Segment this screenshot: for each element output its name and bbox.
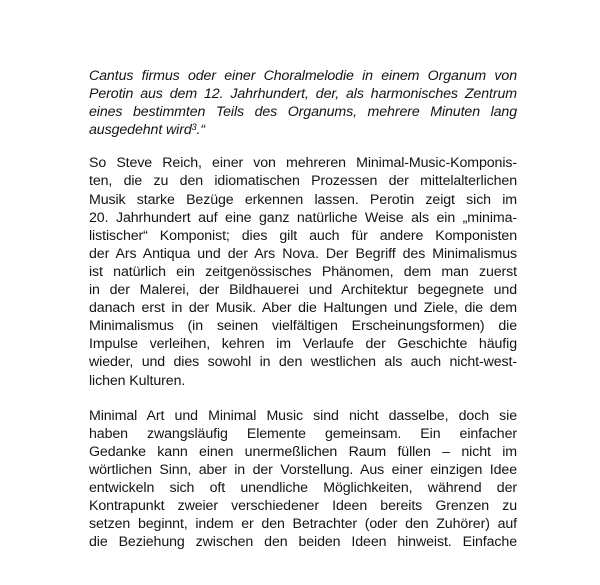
text-line: haben zwangsläufig Elemente gemeinsam. Ein einfacher <box>89 425 517 442</box>
text-line: in der Malerei, der Bildhauerei und Architektur begegnete und <box>89 282 517 299</box>
text-line: setzen beginnt, indem er den Betrachter (oder den Zuhörer) auf <box>89 516 517 533</box>
quote-closing-mark: .“ <box>196 122 205 139</box>
text-line: Cantus firmus oder einer Choralmelodie in einem Organum von <box>89 68 517 84</box>
text-line: die Beziehung zwischen den beiden Ideen hinweist. Einfache <box>89 534 517 551</box>
text-line: Perotin aus dem 12. Jahrhundert, der, als harmonisches Zentrum <box>89 86 517 103</box>
text-line: entwickeln sich oft unendliche Möglichkeiten, während der <box>89 479 517 496</box>
text-line: So Steve Reich, einer von mehreren Minimal-Music-Komponis- <box>89 155 517 172</box>
body-paragraph <box>89 407 517 552</box>
text-line: Kontrapunkt zweier verschiedener Ideen bereits Grenzen zu <box>89 498 517 515</box>
footnote-reference[interactable]: 3 <box>191 122 197 133</box>
text-line <box>89 121 517 139</box>
text-line: Musik starke Bezüge erkennen lassen. Perotin zeigt sich im <box>89 191 517 208</box>
text-line: 20. Jahrhundert auf eine ganz natürliche Weise als ein „minima- <box>89 209 517 226</box>
text-line: ist natürlich ein zeitgenössisches Phänomen, dem man zuerst <box>89 263 517 280</box>
quote-last-line-text: ausgedehnt wird <box>89 122 192 139</box>
text-line: eines bestimmten Teils des Organums, mehrere Minuten lang <box>89 104 517 121</box>
text-line: ten, die zu den idiomatischen Prozessen der mittelalterlichen <box>89 173 517 190</box>
document-page <box>89 67 517 551</box>
text-line: wieder, und dies sowohl in den westlichen als auch nicht-west- <box>89 354 517 371</box>
text-line: listischer“ Komponist; dies gilt auch für andere Komponisten <box>89 227 517 244</box>
text-line: Minimalismus (in seinen vielfältigen Erscheinungsformen) die <box>89 318 517 335</box>
body-paragraph <box>89 154 517 389</box>
text-line: Gedanke kann einen unermeßlichen Raum füllen – nicht im <box>89 443 517 460</box>
text-line: danach erst in der Musik. Aber die Haltungen und Ziele, die dem <box>89 300 517 317</box>
text-line: wörtlichen Sinn, aber in der Vorstellung. Aus einer einzigen Idee <box>89 461 517 478</box>
text-line: lichen Kulturen. <box>89 372 186 389</box>
text-line: der Ars Antiqua und der Ars Nova. Der Begriff des Minimalismus <box>89 245 517 262</box>
text-line: Impulse verleihen, kehren im Verlaufe der Geschichte häufig <box>89 336 517 353</box>
quote-paragraph <box>89 67 517 139</box>
text-line: Minimal Art und Minimal Music sind nicht dasselbe, doch sie <box>89 407 517 424</box>
